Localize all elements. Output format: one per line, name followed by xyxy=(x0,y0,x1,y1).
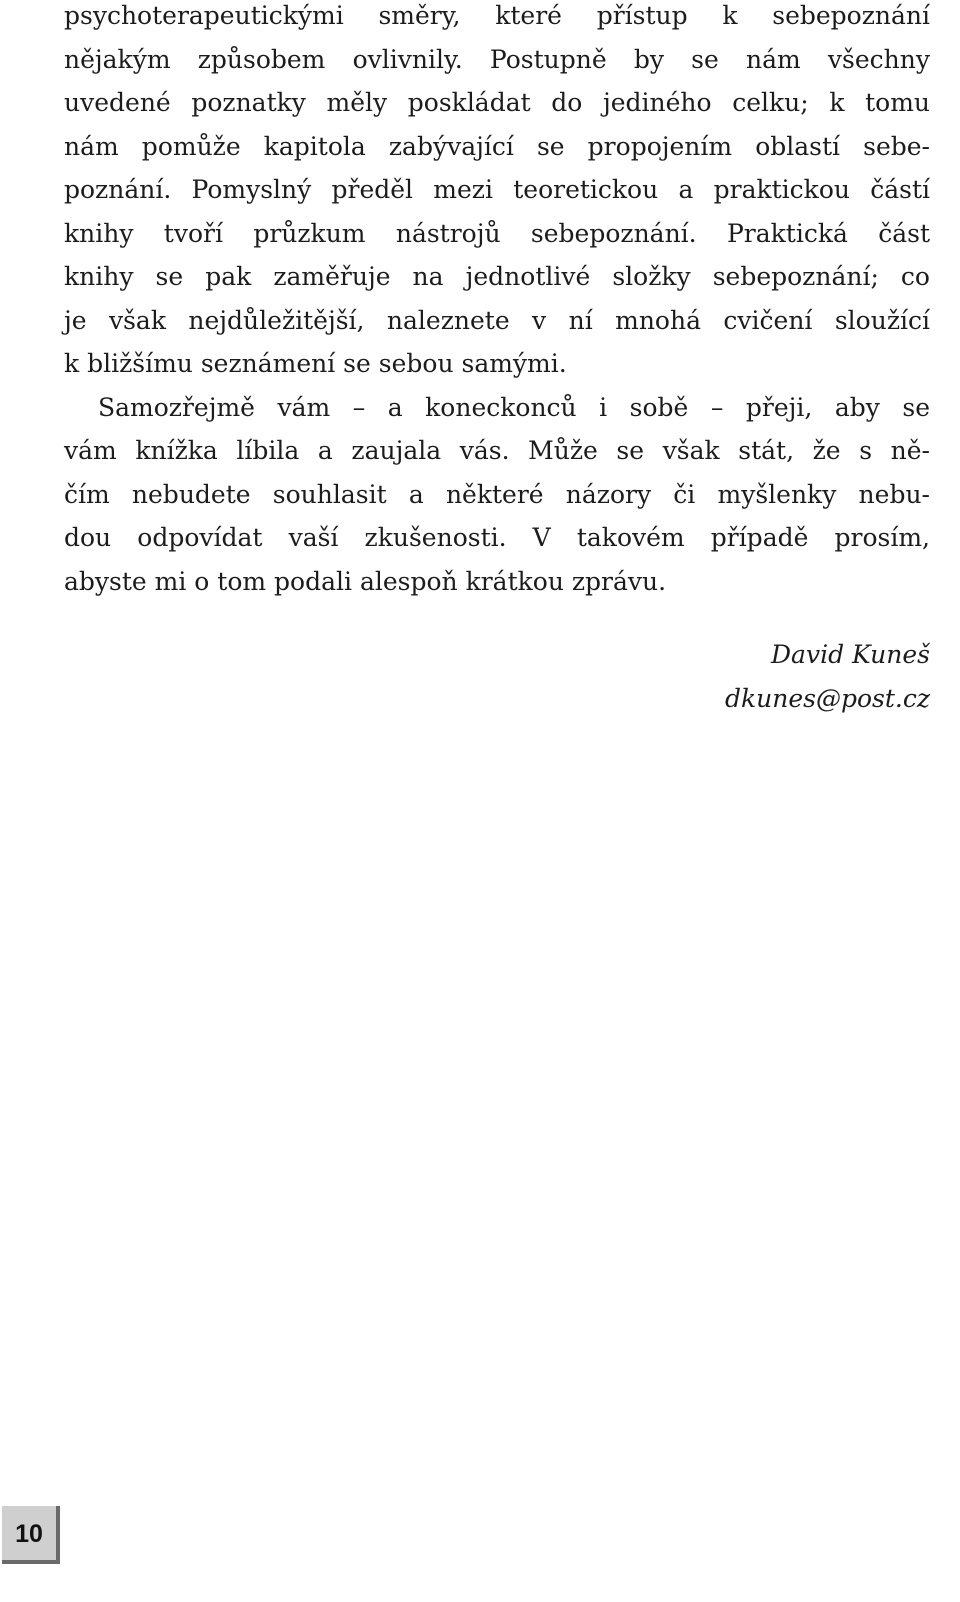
text-line: nám pomůže kapitola zabývající se propojením oblastí sebe- xyxy=(64,131,930,161)
page-number: 10 xyxy=(15,1520,43,1548)
text-line: knihy se pak zaměřuje na jednotlivé složky sebepoznání; co xyxy=(64,262,930,291)
text-line: je však nejdůležitější, naleznete v ní mnohá cvičení sloužící xyxy=(64,305,930,335)
text-line: abyste mi o tom podali alespoň krátkou zprávu. xyxy=(64,566,667,596)
text-line: vám knížka líbila a zaujala vás. Může se však stát, že s ně- xyxy=(64,436,930,465)
text-line: nějakým způsobem ovlivnily. Postupně by se nám všechny xyxy=(64,44,930,74)
paragraph-2 xyxy=(64,386,930,604)
page-number-box xyxy=(2,1506,60,1564)
text-line: čím nebudete souhlasit a některé názory či myšlenky nebu- xyxy=(64,479,930,509)
text-line: knihy tvoří průzkum nástrojů sebepoznání. Praktická část xyxy=(64,218,930,248)
text-line: dou odpovídat vaší zkušenosti. V takovém případě prosím, xyxy=(64,523,930,552)
text-line: k bližšímu seznámení se sebou samými. xyxy=(64,349,567,378)
signature xyxy=(725,633,930,720)
body-text xyxy=(64,0,930,603)
text-line: uvedené poznatky měly poskládat do jediného celku; k tomu xyxy=(64,88,930,117)
author-email: dkunes@post.cz xyxy=(724,683,930,713)
text-line: poznání. Pomyslný předěl mezi teoretickou a praktickou částí xyxy=(64,175,930,204)
text-line: Samozřejmě vám – a koneckonců i sobě – přeji, aby se xyxy=(98,392,930,422)
author-name: David Kuneš xyxy=(771,640,930,669)
paragraph-1 xyxy=(64,0,930,386)
text-line: psychoterapeutickými směry, které přístup k sebepoznání xyxy=(64,1,930,30)
